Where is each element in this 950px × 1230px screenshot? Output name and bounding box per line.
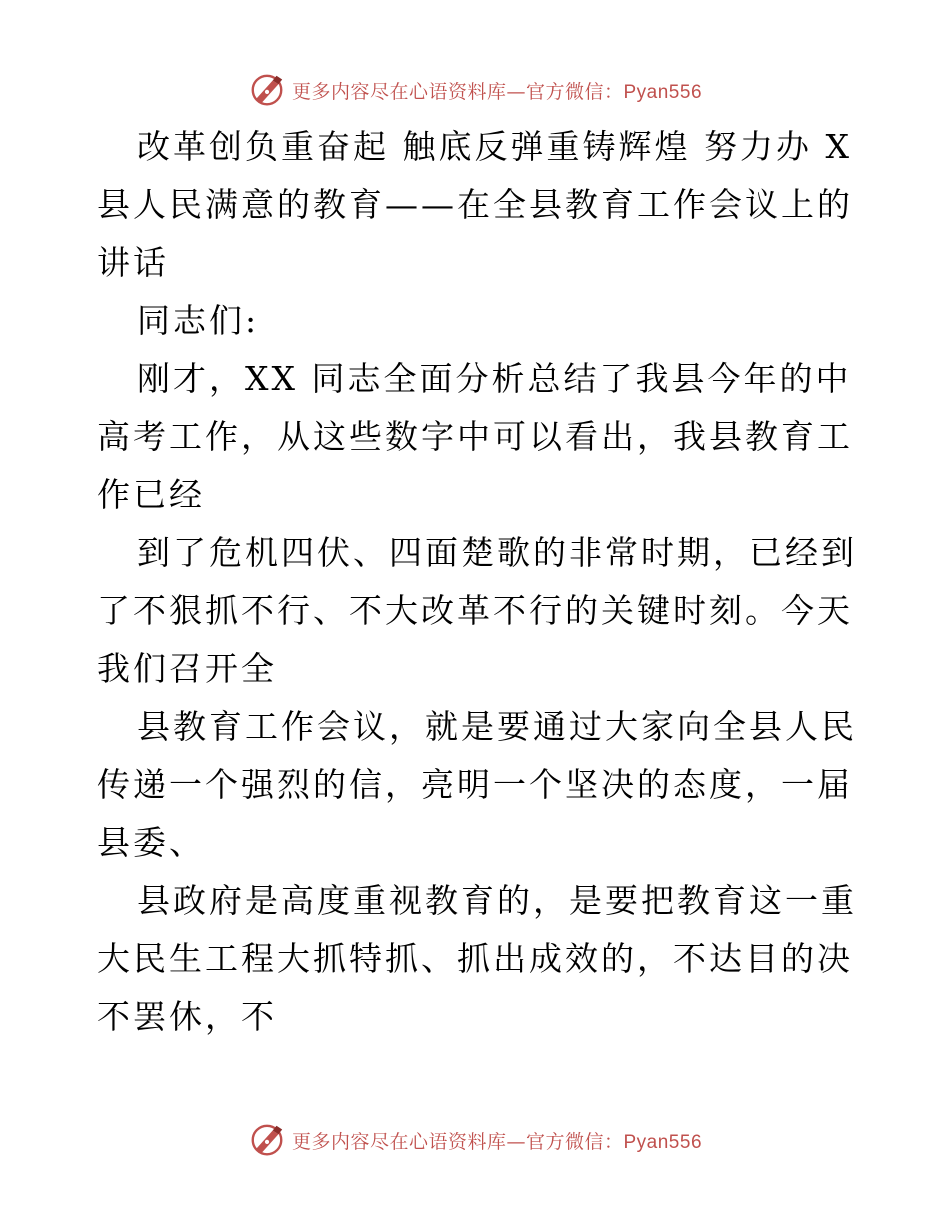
watermark-text: 更多内容尽在心语资料库—官方微信：Pyan556 (291, 80, 703, 103)
salutation: 同志们: (137, 301, 260, 340)
pen-nib-logo-icon (248, 71, 286, 109)
body-paragraph: 刚才，XX 同志全面分析总结了我县今年的中高考工作，从这些数字中可以看出，我县教育工作已经 (97, 359, 853, 514)
document-title: 改革创负重奋起 触底反弹重铸辉煌 努力办 X 县人民满意的教育——在全县教育工作会议上的讲话 (97, 127, 853, 282)
body-paragraph: 县教育工作会议，就是要通过大家向全县人民传递一个强烈的信，亮明一个坚决的态度，一届县委、 (97, 707, 857, 862)
watermark-id: Pyan556 (623, 1131, 703, 1153)
document-body (97, 118, 857, 1046)
body-paragraph: 县政府是高度重视教育的，是要把教育这一重大民生工程大抓特抓、抓出成效的，不达目的决不罢休，不 (97, 881, 857, 1036)
watermark-id: Pyan556 (623, 81, 703, 103)
watermark-text: 更多内容尽在心语资料库—官方微信：Pyan556 (291, 1130, 703, 1153)
body-paragraph: 到了危机四伏、四面楚歌的非常时期，已经到了不狠抓不行、不大改革不行的关键时刻。今天我们召开全 (97, 533, 857, 688)
header-watermark (0, 70, 950, 110)
pen-nib-logo-icon (248, 1121, 286, 1159)
footer-watermark (0, 1120, 950, 1160)
